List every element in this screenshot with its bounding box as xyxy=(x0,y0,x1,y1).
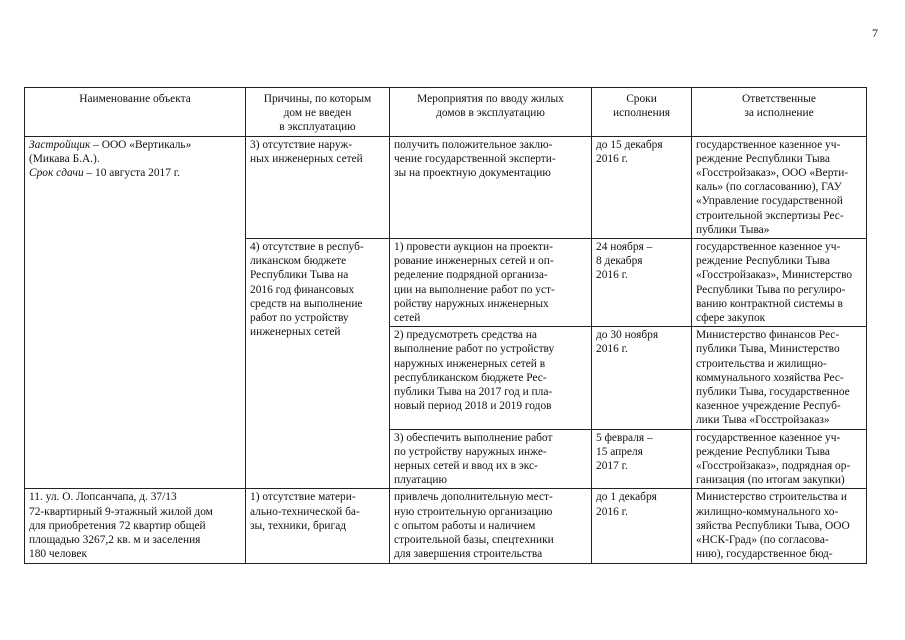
table-row xyxy=(25,136,867,238)
deadline-cell: до 15 декабря 2016 г. xyxy=(592,136,692,238)
measure-cell: 3) обеспечить выполнение работ по устройству наружных инже- нерных сетей и ввод их в экс- плуатацию xyxy=(390,429,592,489)
deadline-value: – 10 августа 2017 г. xyxy=(83,167,181,180)
header-responsible: Ответственные за исполнение xyxy=(692,88,867,137)
header-object: Наименование объекта xyxy=(25,88,246,137)
measure-cell: привлечь дополнительную мест- ную строительную организацию с опытом работы и наличием строительной базы, спецтехники для завершения строительства xyxy=(390,489,592,563)
header-reasons: Причины, по которым дом не введен в эксплуатацию xyxy=(246,88,390,137)
table-row xyxy=(25,489,867,563)
reason-cell: 3) отсутствие наруж- ных инженерных сетей xyxy=(246,136,390,238)
measure-cell: получить положительное заклю- чение государственной эксперти- зы на проектную документацию xyxy=(390,136,592,238)
header-deadlines: Сроки исполнения xyxy=(592,88,692,137)
reason-cell: 1) отсутствие матери- ально-технической ба- зы, техники, бригад xyxy=(246,489,390,563)
responsible-cell: государственное казенное уч- реждение Республики Тыва «Госстройзаказ», подрядная ор- ганизация (по итогам закупки) xyxy=(692,429,867,489)
page-number: 7 xyxy=(872,26,878,40)
deadline-cell: до 1 декабря 2016 г. xyxy=(592,489,692,563)
deadline-label: Срок сдачи xyxy=(29,167,84,180)
responsible-cell: Министерство финансов Рес- публики Тыва, Министерство строительства и жилищно- коммунального хозяйства Рес- публики Тыва, государственное казенное учреждение Респуб- лики Тыва «Госстройзаказ» xyxy=(692,327,867,429)
reason-cell: 4) отсутствие в респуб- ликанском бюджете Республики Тыва на 2016 год финансовых средств на выполнение работ по устройству инженерных сетей xyxy=(246,239,390,489)
deadline-cell: 5 февраля – 15 апреля 2017 г. xyxy=(592,429,692,489)
header-measures: Мероприятия по вводу жилых домов в эксплуатацию xyxy=(390,88,592,137)
developer-label: Застройщик xyxy=(29,138,91,151)
responsible-cell: государственное казенное уч- реждение Республики Тыва «Госстройзаказ», Министерство Республики Тыва по регулиро- ванию контрактной системы в сфере закупок xyxy=(692,239,867,327)
object-cell: 11. ул. О. Лопсанчапа, д. 37/13 72-квартирный 9-этажный жилой дом для приобретения 72 квартир общей площадью 3267,2 кв. м и заселения 180 человек xyxy=(25,489,246,563)
deadline-cell: 24 ноября – 8 декабря 2016 г. xyxy=(592,239,692,327)
object-cell xyxy=(25,136,246,489)
measures-table xyxy=(24,87,867,564)
responsible-cell: государственное казенное уч- реждение Республики Тыва «Госстройзаказ», ООО «Верти- каль» (по согласованию), ГАУ «Управление государственной строительной экспертизы Рес- публики Тыва» xyxy=(692,136,867,238)
measure-cell: 2) предусмотреть средства на выполнение работ по устройству наружных инженерных сетей в республиканском бюджете Рес- публики Тыва на 2017 год и пла- новый период 2018 и 2019 годов xyxy=(390,327,592,429)
developer-value: – ООО «Вертикаль» (Микава Б.А.). xyxy=(29,138,192,165)
measure-cell: 1) провести аукцион на проекти- рование инженерных сетей и оп- ределение подрядной организа- ции на выполнение работ по уст- ройству наружных инженерных сетей xyxy=(390,239,592,327)
responsible-cell: Министерство строительства и жилищно-коммунального хо- зяйства Республики Тыва, ООО «НСК-Град» (по согласова- нию), государственное бюд- xyxy=(692,489,867,563)
table-header-row xyxy=(25,88,867,137)
deadline-cell: до 30 ноября 2016 г. xyxy=(592,327,692,429)
